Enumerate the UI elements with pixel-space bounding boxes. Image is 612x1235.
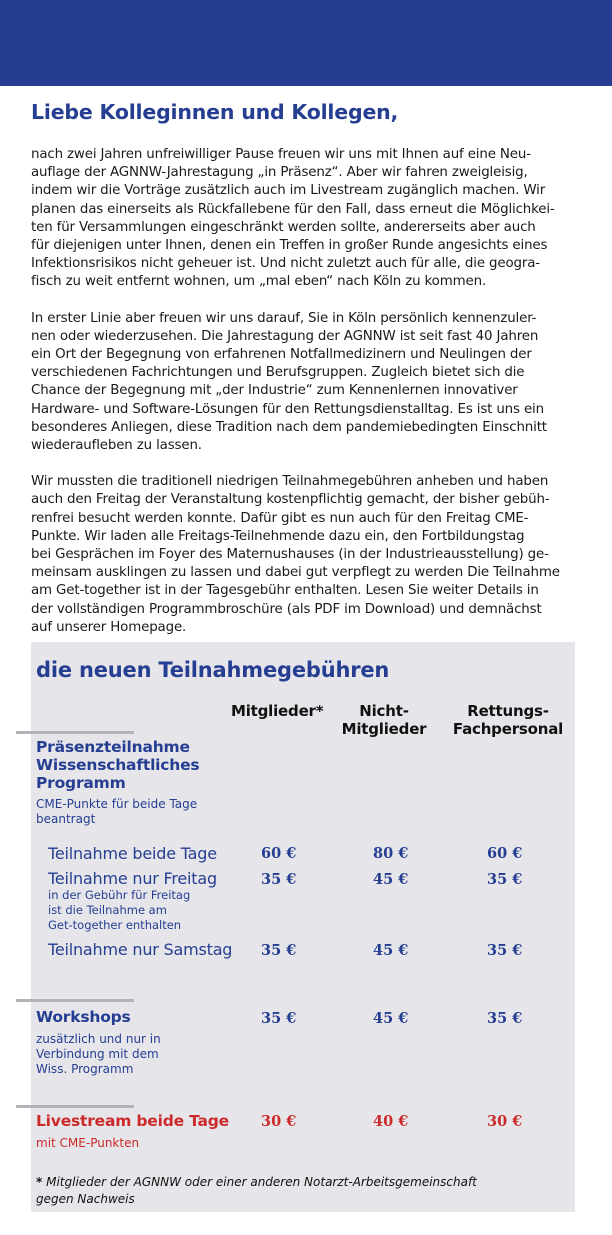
price-saturday-non-members: 45 €	[373, 942, 409, 959]
section-title-livestream: Livestream beide Tage	[36, 1112, 229, 1130]
section-divider	[16, 731, 134, 734]
price-livestream-members: 30 €	[261, 1113, 297, 1130]
row-label-friday: Teilnahme nur Freitag	[48, 869, 217, 888]
section-note-workshops: zusätzlich und nur in Verbindung mit dem Wiss. Programm	[36, 1032, 161, 1076]
row-label-saturday: Teilnahme nur Samstag	[48, 940, 233, 959]
footnote-text: Mitglieder der AGNNW oder einer anderen Notarzt-Arbeitsgemeinschaft gegen Nachweis	[36, 1175, 477, 1206]
section-note-livestream: mit CME-Punkten	[36, 1136, 140, 1150]
column-header-members: Mitglieder*	[231, 702, 324, 720]
price-livestream-rescue-staff: 30 €	[487, 1113, 523, 1130]
section-divider	[16, 1105, 134, 1108]
column-header-rescue-staff: Rettungs- Fachpersonal	[452, 702, 564, 738]
row-label-both-days: Teilnahme beide Tage	[48, 844, 217, 863]
price-friday-rescue-staff: 35 €	[487, 871, 523, 888]
price-both-days-non-members: 80 €	[373, 845, 409, 862]
section-divider	[16, 999, 134, 1002]
paragraph-fees: Wir mussten die traditionell niedrigen Teilnahmegebühren anheben und haben auch den Freitag der Veranstaltung kostenpflichtig gemacht, der bisher gebüh- renfrei besucht werden konnte. Dafür gibt es nun auch für den Freitag CME- Punkte. Wir laden alle Freitags-Teilnehmende dazu ein, den Fortbildungstag bei Gesprächen im Foyer des Maternushauses (in der Industrieausstellung) ge- meinsam ausklingen zu lassen und dabei gut verpflegt zu werden Die Teilnahme am Get-together ist in der Tagesgebühr enthalten. Lesen Sie weiter Details in der vollständigen Programmbroschüre (als PDF im Download) und demnächst auf unserer Homepage.	[31, 474, 560, 635]
price-both-days-members: 60 €	[261, 845, 297, 862]
footnote-star: *	[36, 1175, 43, 1189]
row-note-friday: in der Gebühr für Freitag ist die Teilnahme am Get-together enthalten	[48, 888, 191, 932]
fees-title: die neuen Teilnahmegebühren	[36, 658, 390, 682]
paragraph-intro: nach zwei Jahren unfreiwilliger Pause freuen wir uns mit Ihnen auf eine Neu- auflage der AGNNW-Jahrestagung „in Präsenz“. Aber wir fahren zweigleisig, indem wir die Vorträge zusätzlich auch im Livestream zugänglich machen. Wir planen das einerseits als Rückfallebene für den Fall, dass erneut die Möglichkei- ten für Versammlungen eingeschränkt werden sollte, andererseits aber auch für diejenigen unter Ihnen, denen ein Treffen in großer Runde angesichts eines Infektionsrisikos nicht geheuer ist. Und nicht zuletzt auch für alle, die geogra- fisch zu weit entfernt wohnen, um „mal eben“ nach Köln zu kommen.	[31, 147, 555, 290]
price-friday-members: 35 €	[261, 871, 297, 888]
price-workshops-members: 35 €	[261, 1010, 297, 1027]
header-band	[0, 0, 612, 86]
letter-greeting: Liebe Kolleginnen und Kollegen,	[31, 100, 399, 124]
section-title-presence: Präsenzteilnahme Wissenschaftliches Programm	[36, 738, 200, 792]
column-header-non-members: Nicht- Mitglieder	[341, 702, 427, 738]
price-livestream-non-members: 40 €	[373, 1113, 409, 1130]
price-workshops-non-members: 45 €	[373, 1010, 409, 1027]
section-title-workshops: Workshops	[36, 1008, 131, 1026]
price-friday-non-members: 45 €	[373, 871, 409, 888]
letter-body	[31, 146, 582, 655]
price-saturday-rescue-staff: 35 €	[487, 942, 523, 959]
price-saturday-members: 35 €	[261, 942, 297, 959]
paragraph-cologne: In erster Linie aber freuen wir uns darauf, Sie in Köln persönlich kennenzuler- nen oder wiederzusehen. Die Jahrestagung der AGNNW ist seit fast 40 Jahren ein Ort der Begegnung von erfahrenen Notfallmedizinern und Neulingen der verschiedenen Fachrichtungen und Berufsgruppen. Zugleich bietet sich die Chance der Begegnung mit „der Industrie“ zum Kennenlernen innovativer Hardware- und Software-Lösungen für den Rettungsdienstalltag. Es ist uns ein besonderes Anliegen, diese Tradition nach dem pandemiebedingten Einschnitt wiederaufleben zu lassen.	[31, 310, 547, 454]
price-workshops-rescue-staff: 35 €	[487, 1010, 523, 1027]
footnote	[36, 1174, 477, 1208]
price-both-days-rescue-staff: 60 €	[487, 845, 523, 862]
section-note-presence: CME-Punkte für beide Tage beantragt	[36, 797, 198, 826]
